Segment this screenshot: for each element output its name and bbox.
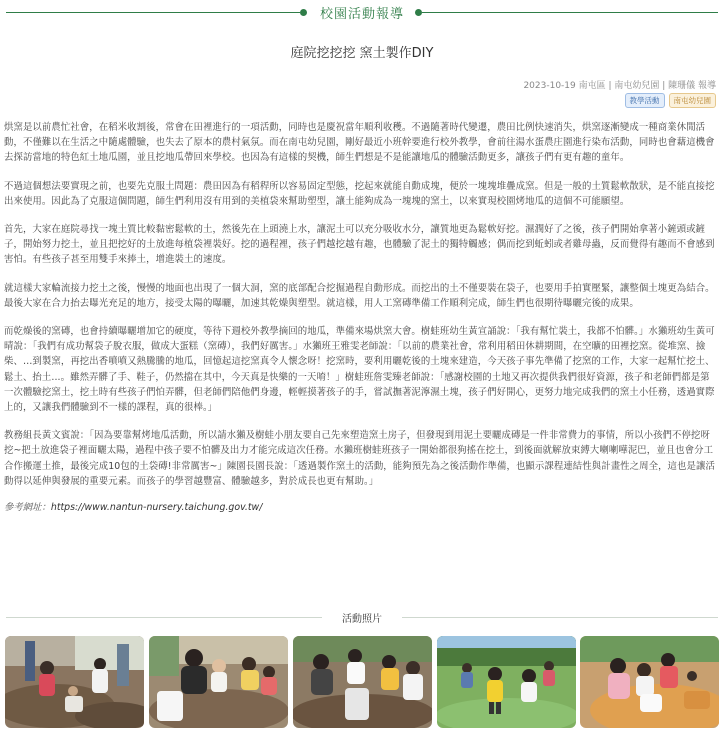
article-body xyxy=(4,120,718,515)
paragraph: 首先，大家在庭院尋找一塊土質比較黏密鬆軟的土，然後先在上頭澆上水，讓泥土可以充分吸收水分，讓質地更為鬆軟好挖。濕潤好了之後，孩子們開始拿著小鏟頭或鏟子，開始努力挖土，並且把挖好的土放進每植袋裡裝好。挖的過程裡，孩子們越挖越有趣，也體驗了泥土的獨特觸感；偶而挖到蚯蚓或者雞母蟲，反而覺得有趣而不會感到害怕。有些孩子甚至用雙手來捧土，增進裝土的速度。 xyxy=(4,224,715,266)
gallery-title: 活動照片 xyxy=(342,614,382,625)
photo-children-filling-bags[interactable] xyxy=(293,636,432,728)
photo-image xyxy=(580,636,719,728)
header-divider-right xyxy=(422,12,718,13)
photo-image xyxy=(437,636,576,728)
header-divider-left xyxy=(6,12,300,13)
gallery-divider-left xyxy=(6,617,322,618)
header-dot-left xyxy=(300,9,307,16)
photo-children-with-soil-bags[interactable] xyxy=(580,636,719,728)
photo-image xyxy=(5,636,144,728)
paragraph: 就這樣大家輪流接力挖土之後，慢慢的地面也出現了一個大洞，窯的底部配合挖掘過程自動形成。而挖出的土不僅要裝在袋子，也要用手拍實壓緊，讓整個土塊更為結合。最後大家在合力抬去曝光充足的地方，接受太陽的曝曬，加速其乾燥與塑型。就這樣，用人工窯磚準備工作順利完成，師生們也很期待曝曬完後的成果。 xyxy=(4,282,715,309)
photo-gallery xyxy=(5,636,719,728)
header-dot-right xyxy=(415,9,422,16)
reference-label: 參考網址： xyxy=(4,502,51,514)
photo-children-on-grass[interactable] xyxy=(437,636,576,728)
photo-image xyxy=(293,636,432,728)
tag-teaching-activity[interactable]: 教學活動 xyxy=(625,93,665,108)
section-header xyxy=(0,2,724,22)
paragraph: 烘窯是以前農忙社會，在稻米收割後，常會在田裡進行的一項活動，同時也是慶祝當年順利收穫。不過隨著時代變遷，農田比例快速消失，烘窯逐漸變成一種商業休閒活動，不僅難以在生活之中隨處體驗，也失去了原本的農村氣氛。而在南屯幼兒園，剛好最近小班幹要進行校外教學，會前往湯水蛋農庄園進行染布活動，同時也會藉這機會去探訪當地的特色紅土地瓜園，並且挖地瓜帶回來學校。也因為有這樣的契機，師生們想是不是能讓地瓜的體驗活動更多，讓孩子們有更有趣的童年。 xyxy=(4,122,715,164)
article-title: 庭院挖挖挖 窯土製作DIY xyxy=(290,46,434,61)
paragraph: 教務組長黃文賓說：「因為要靠幫烤地瓜活動，所以請水獺及樹蛙小朋友要自己先來塑造窯土房子，但發現到用泥土要曬成磚是一件非常費力的事情，所以小孩們不停挖呀挖~把土放進袋子裡面曬太陽，過程中孩子要不怕髒及出力才能完成這次任務。水獺班樹蛙班孩子一開始都很狗搖在挖土，到後面就解放束縛大喇喇嘩泥巴，並且也會分工合作搬運土推，最後完成10包的土袋磚!非常厲害~」陳園長園長說：「透過製作窯土的活動，能夠預先為之後活動作準備，也顯示課程連結性與計畫性之周全，這也是讓活動得以延伸與發展的重要元素。而孩子的學習越豐富、體驗越多，對於成長也更有幫助。」 xyxy=(4,430,715,487)
photo-children-digging-soil[interactable] xyxy=(5,636,144,728)
article-meta: 2023-10-19 南屯區 | 南屯幼兒園 | 陳珊儀 報導 xyxy=(523,81,716,91)
reference-link[interactable]: https://www.nantun-nursery.taichung.gov.tw/ xyxy=(50,502,263,514)
section-title: 校園活動報導 xyxy=(319,7,404,22)
reference xyxy=(4,501,718,515)
gallery-divider-right xyxy=(402,617,718,618)
photo-teacher-helping-children[interactable] xyxy=(149,636,288,728)
paragraph: 不過這個想法要實現之前，也要先克服土問題：農田因為有稻稈所以容易固定型態，挖起來就能自動成塊，便於一塊塊堆疊成窯。但是一般的土質鬆軟散狀，是不能直接挖出來使用。因此為了克服這個問題，師生們利用沒有用到的美植袋來幫助塑型，讓土能夠成為一塊塊的窯土，以來實現校園烤地瓜的這個不可能願望。 xyxy=(4,180,715,207)
paragraph: 而乾燥後的窯磚，也會持續曝曬增加它的硬度，等待下週校外教學摘回的地瓜，準備來場烘窯大會。樹蛙班幼生黃宣誦說：「我有幫忙裝土，我都不怕髒。」水獺班幼生黃可晴說：「我們有成功幫袋子脫衣服，做成大蛋糕（窯磚），我們好厲害。」水獺班王雅雯老師說：「以前的農業社會，常利用稻田休耕期間，在空曠的田裡挖窯。從堆窯、撿柴、…到製窯，再挖出香噴噴又熱騰騰的地瓜，回憶起這挖窯真令人懷念呀！挖窯時，要利用曬乾後的土塊來建造，今天孩子事先準備了挖窯的工作，大家一起幫忙挖土、鬆土、抬土...。雖然弄髒了手、鞋子，仍然擋在其中，今天真是快樂的一天唷！」樹蛙班詹雯臻老師說：「感謝校園的土地又再次提供我們很好資源，孩子和老師們都是第一次體驗挖窯土，挖土時有些孩子們怕弄髒，但老師們陪他們身邊，輕輕摸著孩子的手，嘗試撫著泥濘濕土塊，孩子們好開心，更努力地完成我們的窯土小任務，透過實際上的，又讓我們體驗到不一樣的課程，真的很棒。」 xyxy=(4,326,715,414)
photo-image xyxy=(149,636,288,728)
tag-kindergarten[interactable]: 南屯幼兒園 xyxy=(669,93,717,108)
article-tags xyxy=(625,93,717,108)
